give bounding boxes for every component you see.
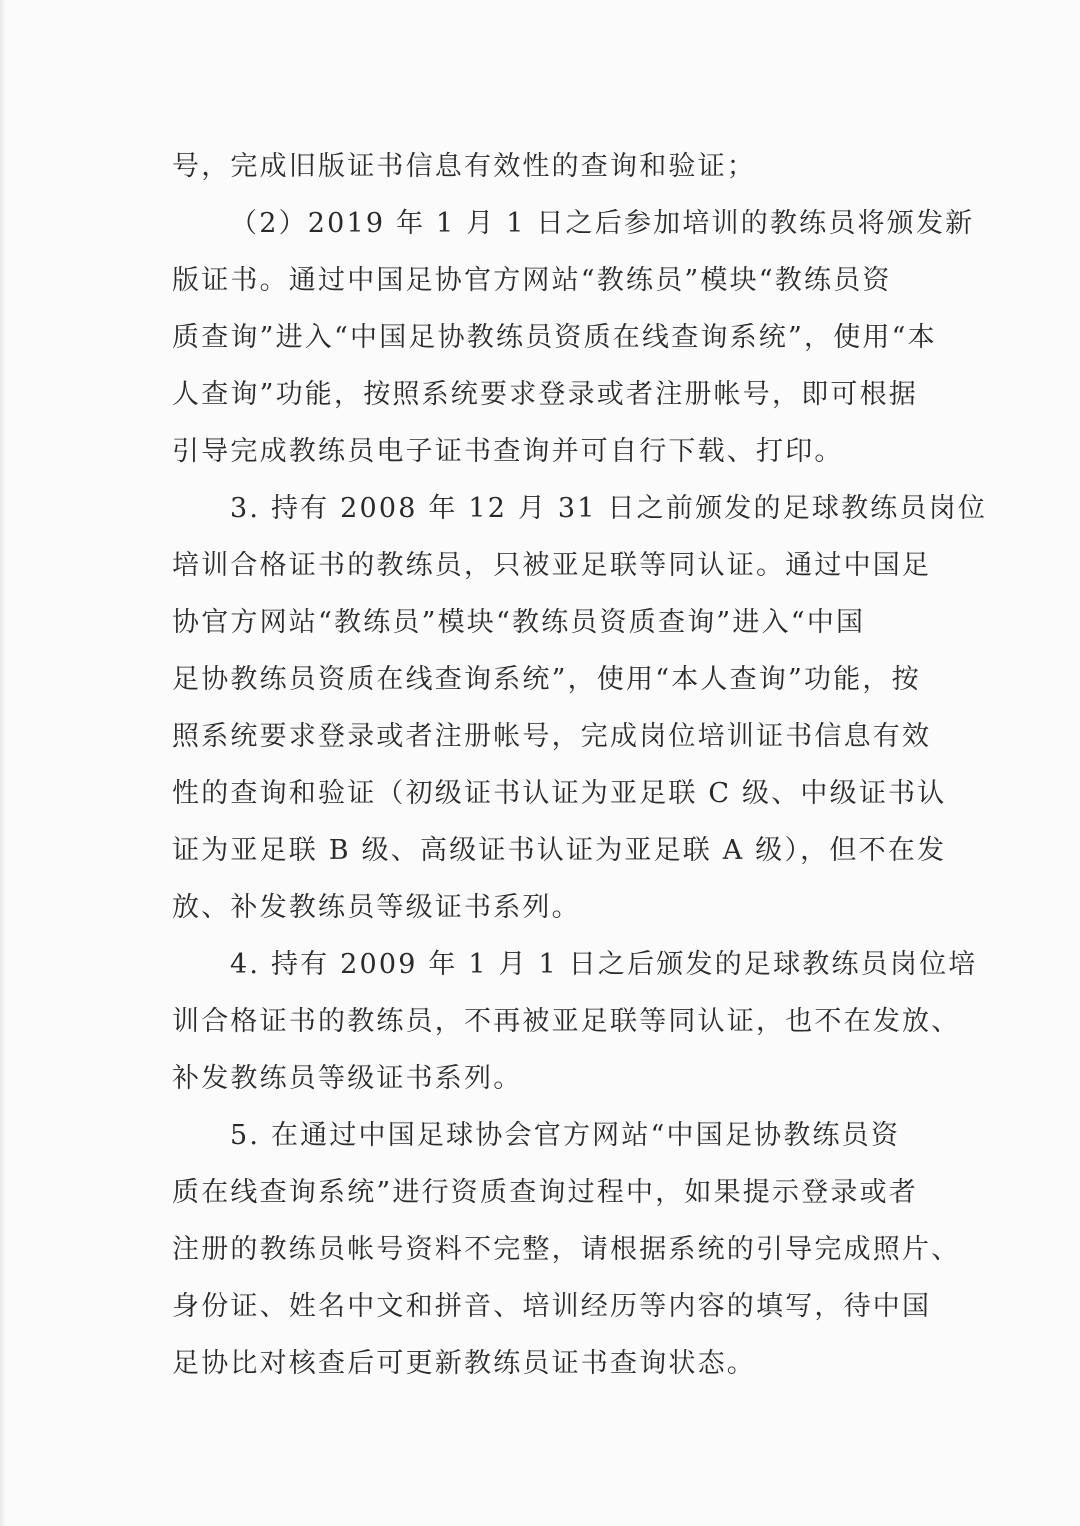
text-line: 性的查询和验证（初级证书认证为亚足联 C 级、中级证书认 (172, 778, 947, 809)
text-line: 补发教练员等级证书系列。 (172, 1063, 523, 1094)
text-line: 人查询”功能，按照系统要求登录或者注册帐号，即可根据 (172, 379, 919, 410)
text-line: 质在线查询系统”进行资质查询过程中，如果提示登录或者 (172, 1177, 919, 1208)
text-line: 引导完成教练员电子证书查询并可自行下载、打印。 (172, 436, 844, 467)
text-line: 质查询”进入“中国足协教练员资质在线查询系统”，使用“本 (172, 322, 937, 353)
text-line: 足协比对核查后可更新教练员证书查询状态。 (172, 1348, 756, 1379)
text-line: 训合格证书的教练员，不再被亚足联等同认证，也不在发放、 (172, 1006, 961, 1037)
text-line: 协官方网站“教练员”模块“教练员资质查询”进入“中国 (172, 607, 866, 638)
text-line: （2）2019 年 1 月 1 日之后参加培训的教练员将颁发新 (230, 208, 975, 239)
text-line: 培训合格证书的教练员，只被亚足联等同认证。通过中国足 (172, 550, 932, 581)
text-line: 4. 持有 2009 年 1 月 1 日之后颁发的足球教练员岗位培 (230, 949, 978, 980)
document-body (172, 138, 988, 1392)
text-line: 版证书。通过中国足协官方网站“教练员”模块“教练员资 (172, 265, 892, 296)
text-line: 3. 持有 2008 年 12 月 31 日之前颁发的足球教练员岗位 (230, 493, 988, 524)
text-line: 5. 在通过中国足球协会官方网站“中国足协教练员资 (230, 1120, 901, 1151)
text-line: 身份证、姓名中文和拼音、培训经历等内容的填写，待中国 (172, 1291, 932, 1322)
text-line: 注册的教练员帐号资料不完整，请根据系统的引导完成照片、 (172, 1234, 961, 1265)
scan-edge (0, 0, 6, 1526)
text-line: 放、补发教练员等级证书系列。 (172, 892, 581, 923)
text-line: 证为亚足联 B 级、高级证书认证为亚足联 A 级），但不在发 (172, 835, 947, 866)
text-line: 足协教练员资质在线查询系统”，使用“本人查询”功能，按 (172, 664, 921, 695)
text-line: 照系统要求登录或者注册帐号，完成岗位培训证书信息有效 (172, 721, 932, 752)
text-line: 号，完成旧版证书信息有效性的查询和验证； (172, 151, 756, 182)
